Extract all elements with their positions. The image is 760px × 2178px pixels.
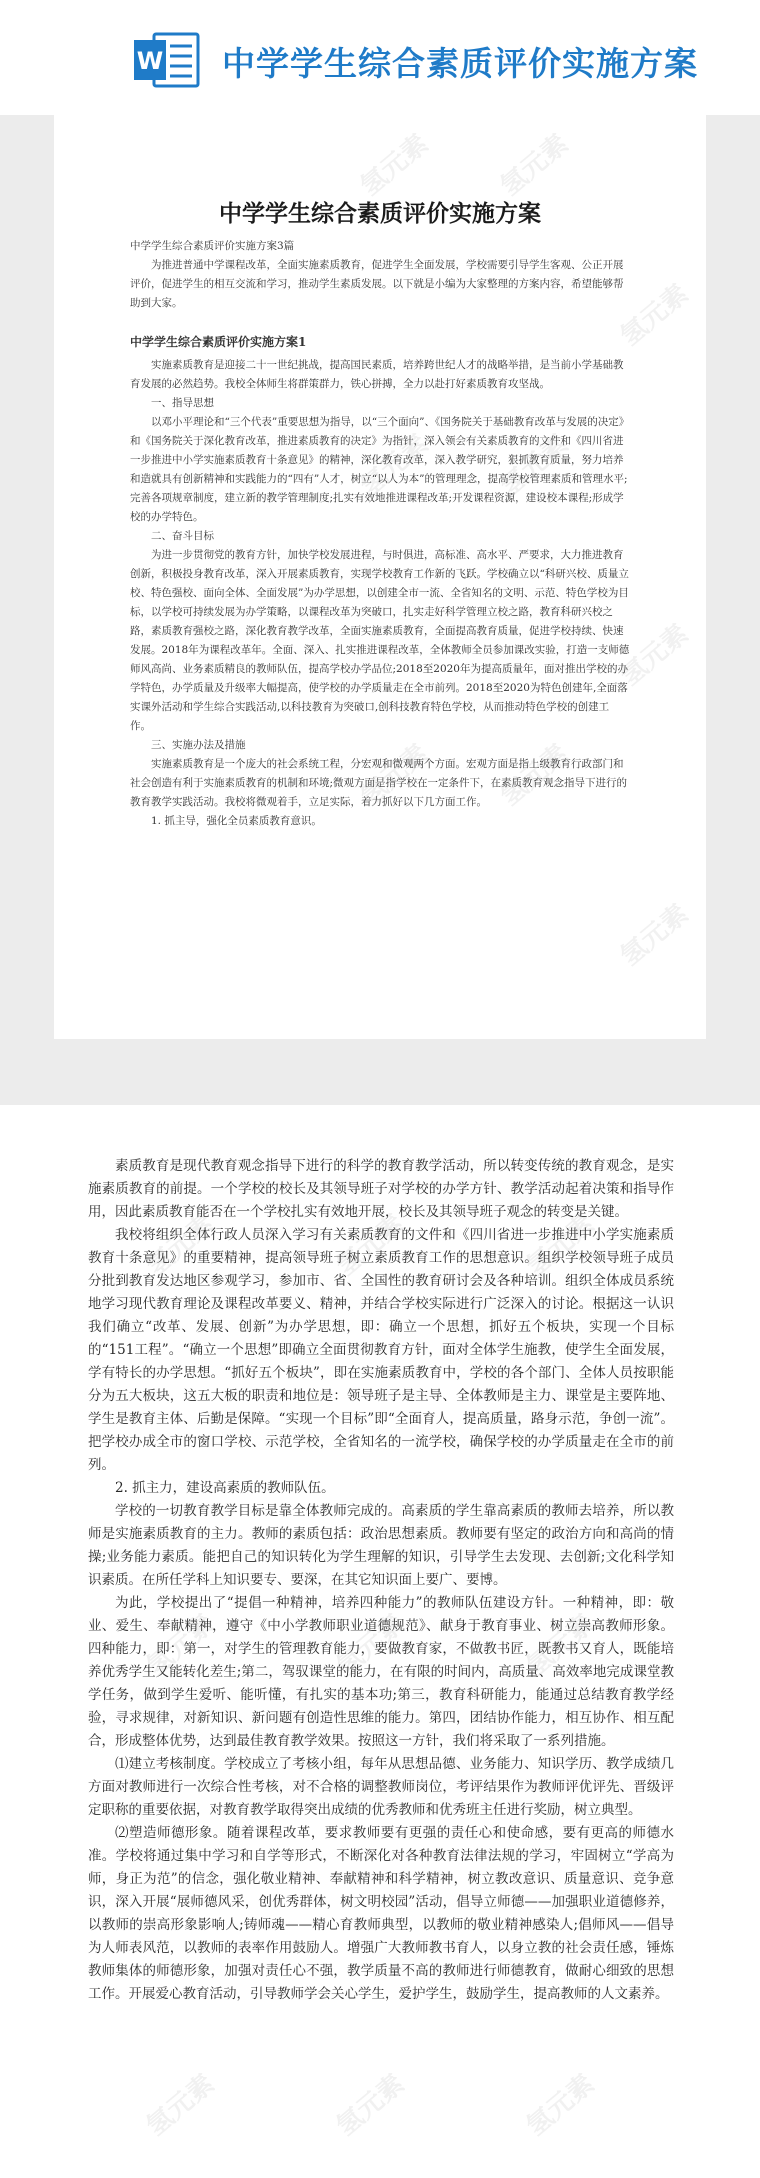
intro-paragraph: 为推进普通中学课程改革，全面实施素质教育，促进学生全面发展，学校需要引导学生客观、公正开展评价，促进学生的相互交流和学习，推动学生素质发展。以下就是小编为大家整理的方案内容，希望能够帮助到大家。 [130, 259, 624, 309]
paragraph: ⑴建立考核制度。学校成立了考核小组，每年从思想品德、业务能力、知识学历、教学成绩几方面对教师进行一次综合性考核，对不合格的调整教师岗位，考评结果作为教师评优评先、晋级评定职称的重要依据，对教育教学取得突出成绩的优秀教师和优秀班主任进行奖励，树立典型。 [88, 1756, 674, 1818]
watermark: 氢元素 [495, 428, 575, 502]
paragraph: ⑵塑造师德形象。随着课程改革，要求教师要有更强的责任心和使命感，要有更高的师德水准。学校将通过集中学习和自学等形式，不断深化对各种教育法律法规的学习，牢固树立“学高为师，身正为范”的信念，强化敬业精神、奉献精神和科学精神，树立教改意识、质量意识、竞争意识，深入开展“展师德风采，创优秀群体，树文明校园”活动，倡导立师德——加强职业道德修养，以教师的崇高形象影响人;铸师魂——精心育教师典型，以教师的敬业精神感染人;倡师风——倡导为人师表风范，以教师的表率作用鼓励人。增强广大教师教书育人，以身立教的社会责任感，锤炼教师集体的师德形象，加强对责任心不强，教学质量不高的教师进行师德教育，做耐心细致的思想工作。开展爱心教育活动，引导教师学会关心学生，爱护学生，鼓励学生，提高教师的人文素养。 [88, 1825, 674, 2002]
watermark: 氢元素 [521, 1208, 601, 1282]
paragraph: 实施素质教育是迎接二十一世纪挑战，提高国民素质，培养跨世纪人才的战略举措，是当前小学基础教育发展的必然趋势。我校全体师生将群策群力，铁心拼搏，全力以赴打好素质教育攻坚战。 [130, 359, 624, 390]
page-1-body [130, 237, 630, 831]
document-page-2 [0, 1105, 760, 2178]
subheading: 一、指导思想 [151, 397, 214, 409]
watermark: 氢元素 [521, 1608, 601, 1682]
watermark: 氢元素 [355, 738, 435, 812]
document-subtitle: 中学学生综合素质评价实施方案3篇 [130, 240, 295, 252]
paragraph: 实施素质教育是一个庞大的社会系统工程，分宏观和微观两个方面。宏观方面是指上级教育行政部门和社会创造有利于实施素质教育的机制和环境;微观方面是指学校在一定条件下，在素质教育观念指导下进行的教育教学实践活动。我校将微观着手，立足实际，着力抓好以下几方面工作。 [130, 758, 628, 808]
watermark: 氢元素 [615, 618, 695, 692]
watermark: 氢元素 [495, 128, 575, 202]
paragraph: 为进一步贯彻党的教育方针，加快学校发展进程，与时俱进，高标准、高水平、严要求，大力推进教育创新，积极投身教育改革，深入开展素质教育，实现学校教育工作新的飞跃。学校确立以“科研兴校、质量立校、特色强校、面向全体、全面发展”为办学思想，以创建全市一流、全省知名的文明、示范、特色学校为目标，以学校可持续发展为办学策略，以课程改革为突破口，扎实走好科学管理立校之路，教育科研兴校之路，素质教育强校之路，深化教育教学改革，全面实施素质教育，全面提高教育质量，促进学校持续、快速发展。2018年为课程改革年。全面、深入、扎实推进课程改革，全体教师全员参加课改实验，打造一支师德师风高尚、业务素质精良的教师队伍，提高学校办学品位;2018至2020年为提高质量年，面对推出学校的办学特色，办学质量及升级率大幅提高，使学校的办学质量走在全市前列。2018至2020为特色创建年,全面落实课外活动和学生综合实践活动,以科技教育为突破口,创科技教育特色学校，从而推动特色学校的创建工作。 [130, 549, 630, 732]
list-item: 2. 抓主力，建设高素质的教师队伍。 [115, 1480, 335, 1496]
paragraph: 为此，学校提出了“提倡一种精神，培养四种能力”的教师队伍建设方针。一种精神，即：敬业、爱生、奉献精神，遵守《中小学教师职业道德规范》、献身于教育事业、树立崇高教师形象。四种能力，即：第一，对学生的管理教育能力，要做教育家，不做教书匠，既教书又育人，既能培养优秀学生又能转化差生;第二，驾驭课堂的能力，在有限的时间内，高质量、高效率地完成课堂教学任务，做到学生爱听、能听懂，有扎实的基本功;第三，教育科研能力，能通过总结教育教学经验，寻求规律，对新知识、新问题有创造性思维的能力。第四，团结协作能力，相互协作、相互配合，形成整体优势，达到最佳教育教学效果。按照这一方针，我们将采取了一系列措施。 [88, 1595, 674, 1749]
subheading: 二、奋斗目标 [151, 530, 214, 542]
watermark: 氢元素 [615, 898, 695, 972]
word-icon-letter: W [136, 47, 164, 75]
paragraph: 学校的一切教育教学目标是靠全体教师完成的。高素质的学生靠高素质的教师去培养，所以教师是实施素质教育的主力。教师的素质包括：政治思想素质。教师要有坚定的政治方向和高尚的情操;业务能力素质。能把自己的知识转化为学生理解的知识，引导学生去发现、去创新;文化科学知识素质。在所任学科上知识要专、要深，在其它知识面上要广、要博。 [88, 1503, 674, 1588]
section-heading: 中学学生综合素质评价实施方案1 [130, 335, 307, 349]
paragraph: 我校将组织全体行政人员深入学习有关素质教育的文件和《四川省进一步推进中小学实施素质教育十条意见》的重要精神，提高领导班子树立素质教育工作的思想意识。组织学校领导班子成员分批到教育发达地区参观学习，参加市、省、全国性的教育研讨会及各种培训。组织全体成员系统地学习现代教育理论及课程改革要义、精神，并结合学校实际进行广泛深入的讨论。根据这一认识我们确立“改革、发展、创新”为办学思想，即：确立一个思想，抓好五个板块，实现一个目标的“151工程”。“确立一个思想”即确立全面贯彻教育方针，面对全体学生施教，使学生全面发展，学有特长的办学思想。“抓好五个板块”，即在实施素质教育中，学校的各个部门、全体人员按职能分为五大板块，这五大板的职责和地位是：领导班子是主导、全体教师是主力、课堂是主要阵地、学生是教育主体、后勤是保障。“实现一个目标”即“全面育人，提高质量，路身示范，争创一流”。把学校办成全市的窗口学校、示范学校，全省知名的一流学校，确保学校的办学质量走在全市的前列。 [88, 1227, 674, 1473]
paragraph: 素质教育是现代教育观念指导下进行的科学的教育教学活动，所以转变传统的教育观念，是实施素质教育的前提。一个学校的校长及其领导班子对学校的办学方针、教学活动起着决策和指导作用，因此素质教育能否在一个学校扎实有效地开展，校长及其领导班子观念的转变是关键。 [88, 1158, 674, 1220]
document-header [0, 0, 760, 115]
word-document-icon [132, 30, 202, 90]
paragraph: 以邓小平理论和“三个代表”重要思想为指导，以“三个面向”、《国务院关于基础教育改革与发展的决定》和《国务院关于深化教育改革，推进素质教育的决定》为指针，深入领会有关素质教育的文件和《四川省进一步推进中小学实施素质教育十条意见》的精神，深化教育改革，深入教学研究，狠抓教育质量，努力培养和造就具有创新精神和实践能力的“四有”人才，树立“以人为本”的管理理念，提高学校管理素质和管理水平;完善各项规章制度，建立新的教学管理制度;扎实有效地推进课程改革;开发课程资源，建设校本课程;形成学校的办学特色。 [130, 416, 630, 523]
list-item: 1. 抓主导，强化全员素质教育意识。 [151, 815, 322, 827]
subheading: 三、实施办法及措施 [151, 739, 246, 751]
page-title: 中学学生综合素质评价实施方案 [219, 200, 541, 227]
watermark: 氢元素 [331, 1208, 411, 1282]
watermark: 氢元素 [615, 278, 695, 352]
watermark: 氢元素 [355, 128, 435, 202]
watermark: 氢元素 [521, 2068, 601, 2142]
watermark: 氢元素 [331, 1608, 411, 1682]
watermark: 氢元素 [141, 1208, 221, 1282]
page-2-body [88, 1155, 674, 2006]
watermark: 氢元素 [331, 2068, 411, 2142]
watermark: 氢元素 [495, 738, 575, 812]
page-stage [0, 115, 760, 1105]
header-title: 中学学生综合素质评价实施方案 [222, 44, 698, 83]
watermark: 氢元素 [355, 428, 435, 502]
watermark: 氢元素 [141, 2068, 221, 2142]
watermark: 氢元素 [141, 1608, 221, 1682]
document-page-1 [54, 115, 706, 1039]
